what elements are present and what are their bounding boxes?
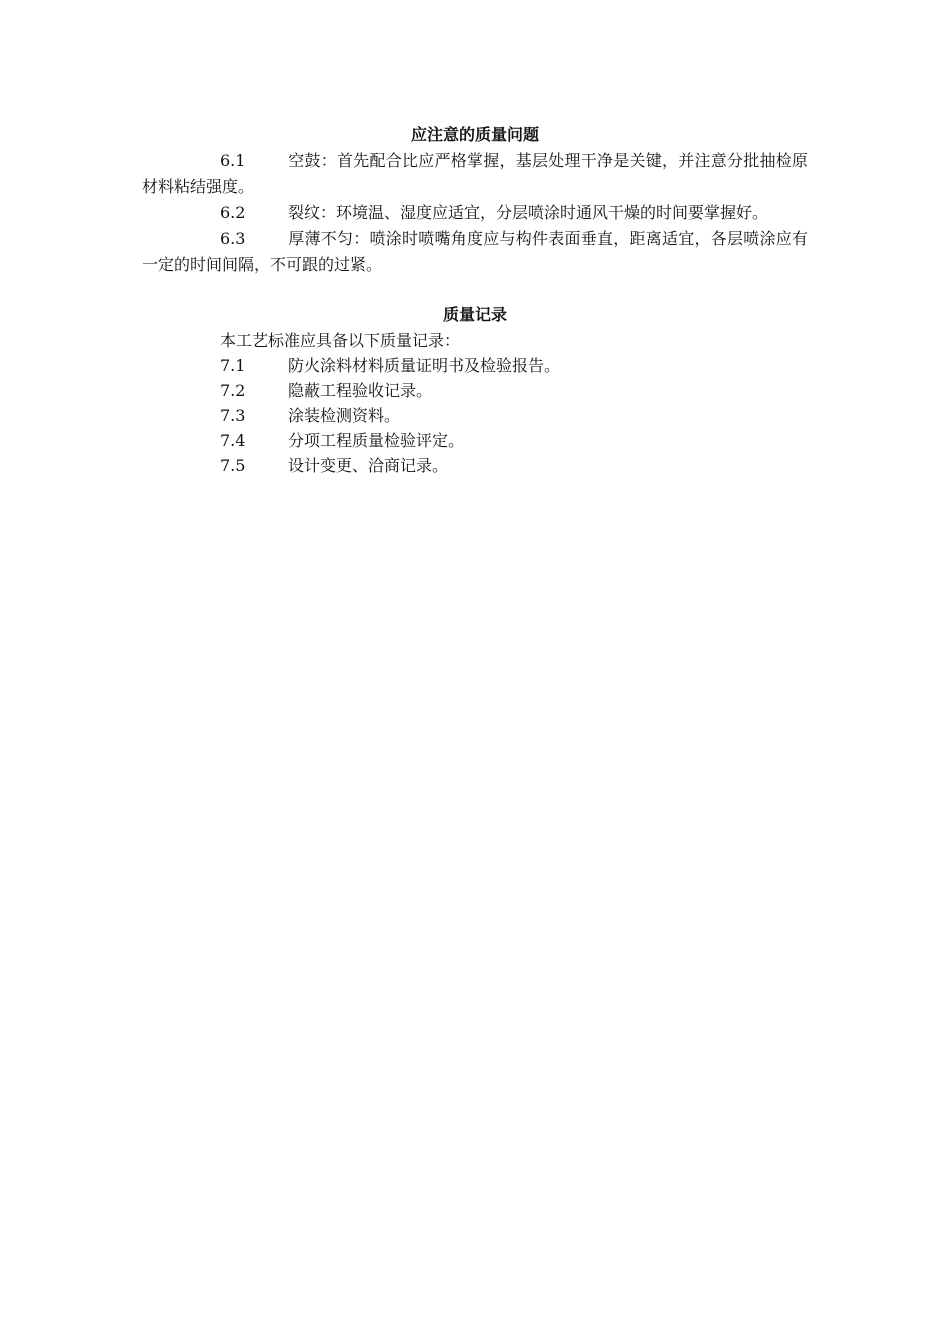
item-number: 7.2 (220, 381, 246, 400)
item-6-2 (142, 200, 808, 226)
item-text: 涂装检测资料。 (288, 406, 401, 425)
record-item-7-3 (142, 403, 808, 428)
record-item-7-2 (142, 378, 808, 403)
item-text: 空鼓：首先配合比应严格掌握，基层处理干净是关键，并注意分批抽检原材料粘结强度。 (142, 151, 808, 196)
item-6-1 (142, 148, 808, 200)
section-6-title: 应注意的质量问题 (410, 125, 539, 144)
item-text: 隐蔽工程验收记录。 (288, 381, 433, 400)
item-text: 分项工程质量检验评定。 (288, 431, 465, 450)
item-number: 7.1 (220, 356, 246, 375)
item-text: 防火涂料材料质量证明书及检验报告。 (288, 356, 561, 375)
section-7-title: 质量记录 (442, 305, 507, 324)
item-number: 7.5 (220, 456, 246, 475)
item-number: 6.1 (220, 151, 246, 170)
item-number: 7.4 (220, 431, 246, 450)
item-6-3 (142, 226, 808, 278)
item-text: 裂纹：环境温、湿度应适宜，分层喷涂时通风干燥的时间要掌握好。 (288, 203, 769, 222)
item-number: 6.3 (220, 229, 246, 248)
section-7-intro: 本工艺标准应具备以下质量记录： (220, 331, 461, 350)
record-item-7-5 (142, 453, 808, 478)
item-number: 7.3 (220, 406, 246, 425)
item-text: 设计变更、洽商记录。 (288, 456, 449, 475)
item-text: 厚薄不匀：喷涂时喷嘴角度应与构件表面垂直，距离适宜，各层喷涂应有一定的时间间隔，不可跟的过紧。 (142, 229, 808, 274)
document-page (142, 122, 808, 478)
record-item-7-4 (142, 428, 808, 453)
item-number: 6.2 (220, 203, 246, 222)
record-item-7-1 (142, 353, 808, 378)
section-spacer (142, 278, 808, 302)
